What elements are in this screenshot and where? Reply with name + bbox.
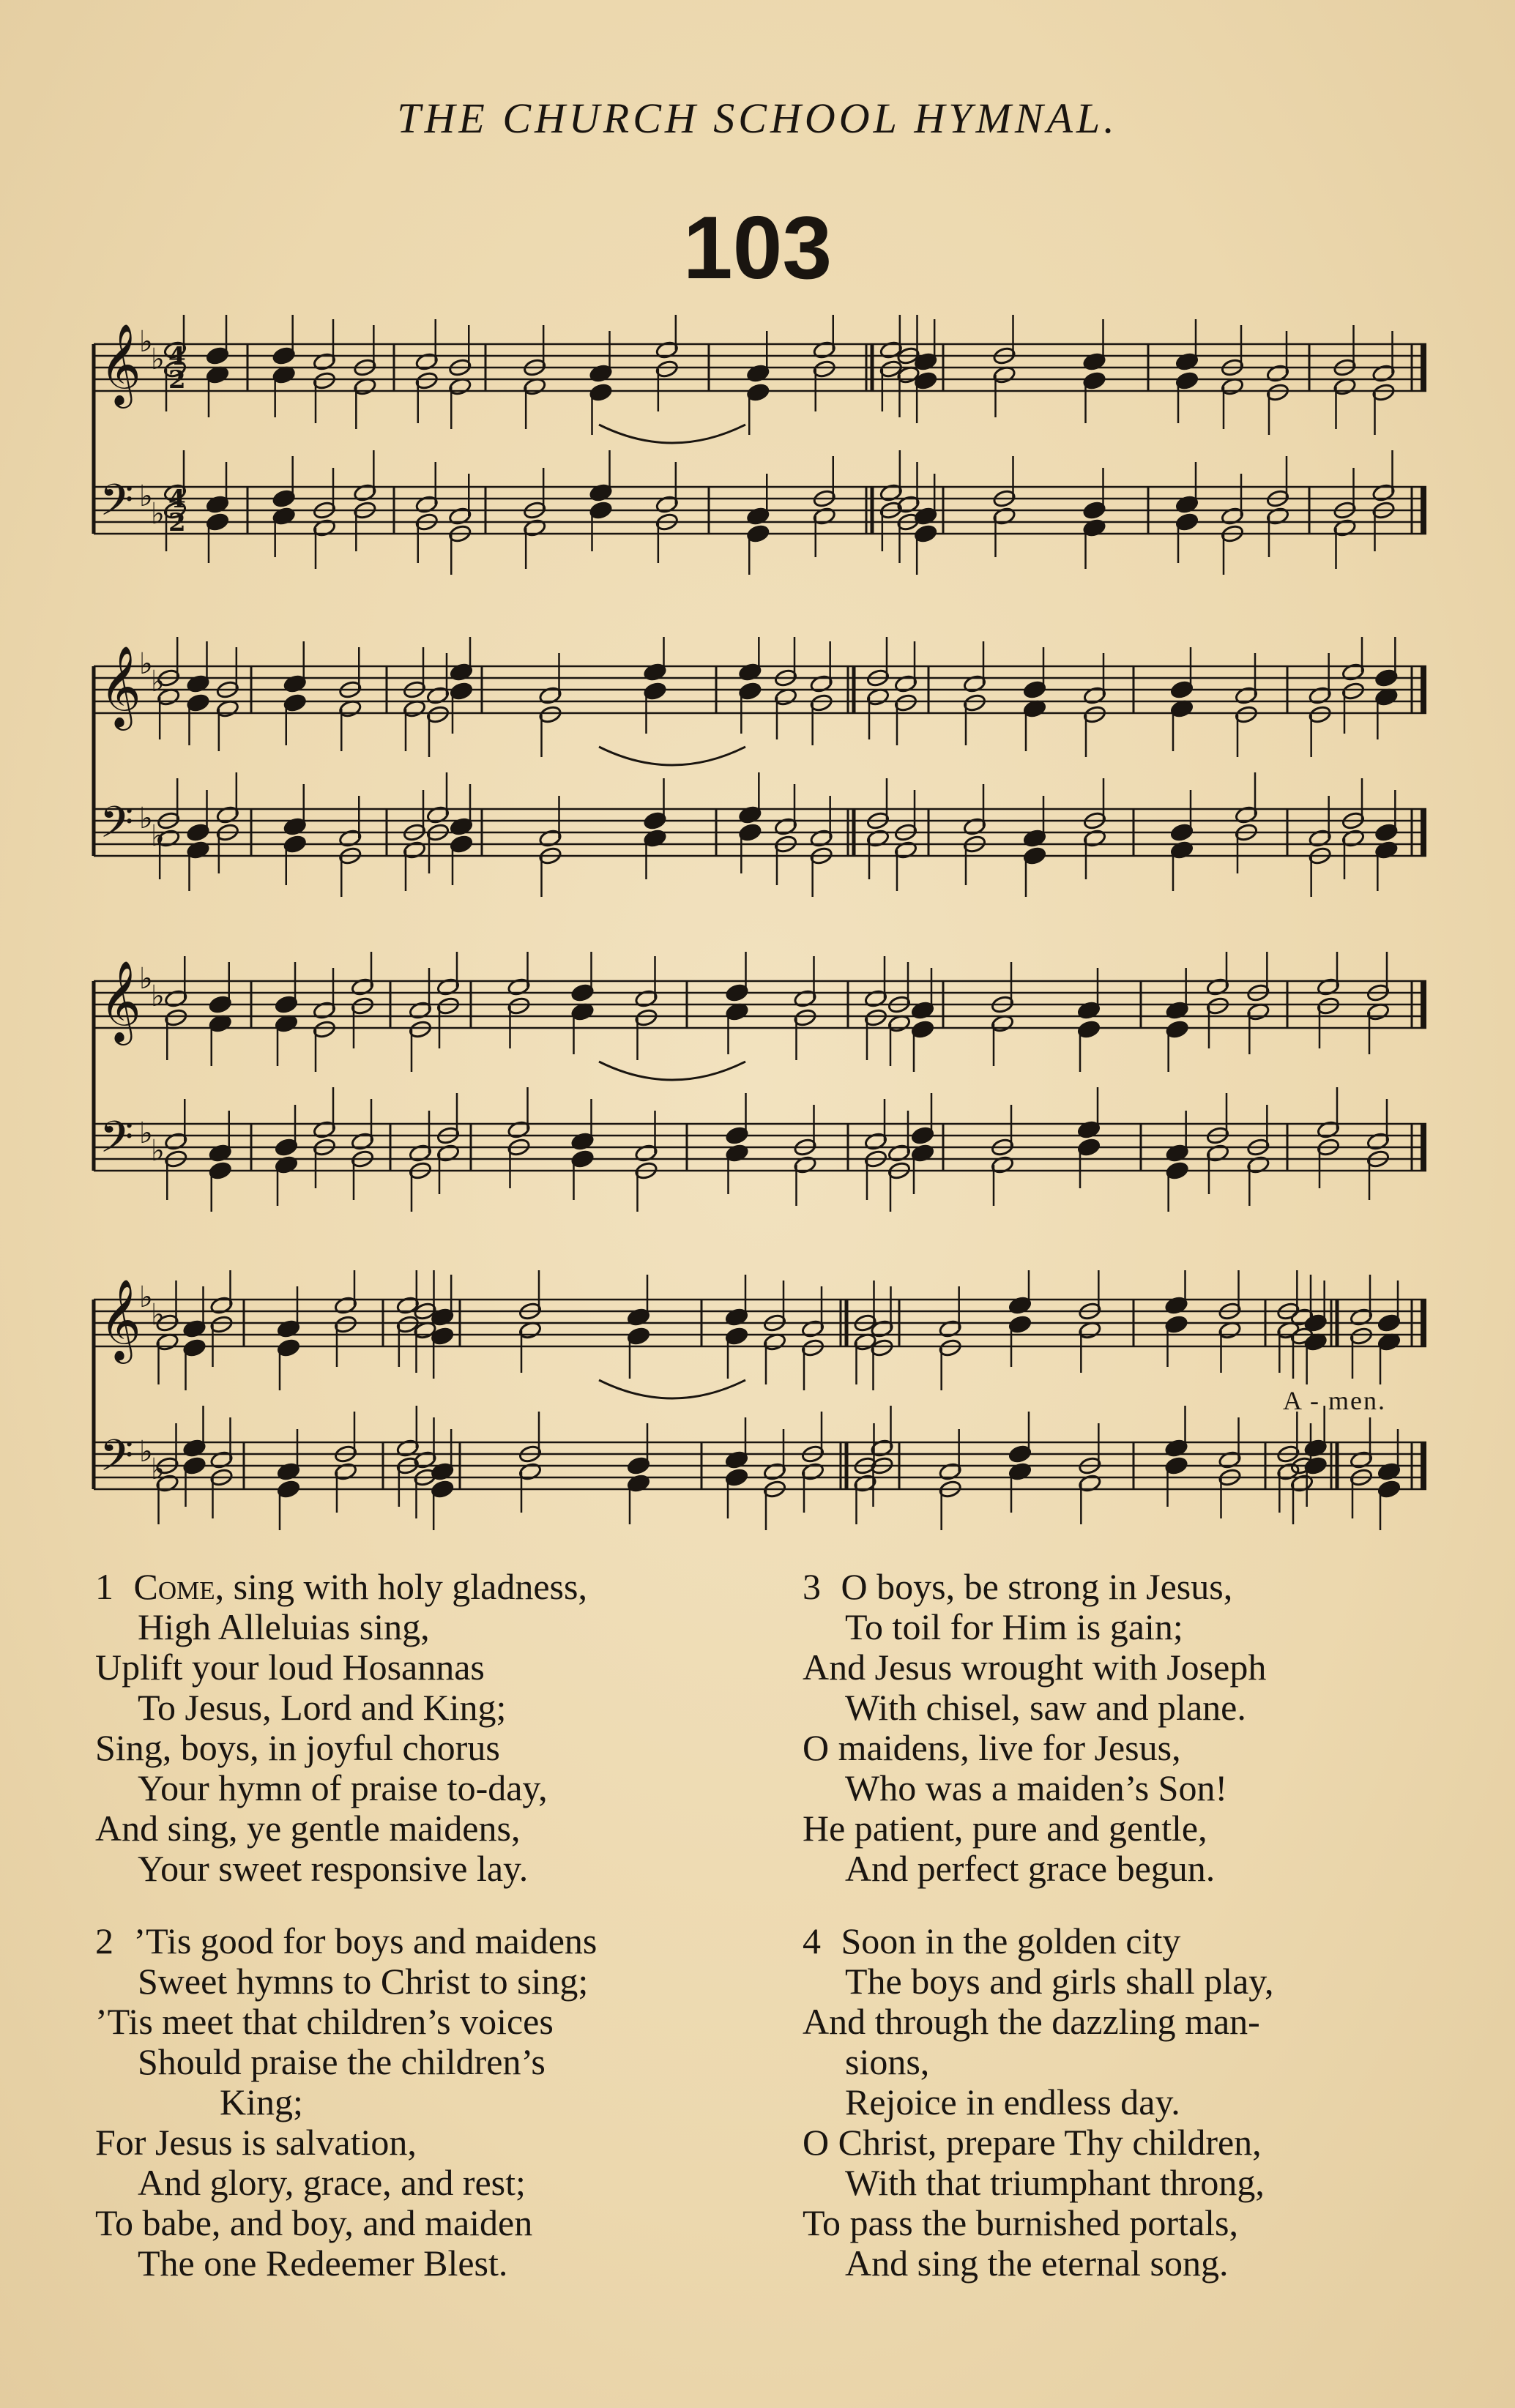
staff-system-3-svg	[86, 952, 1434, 1230]
flat-icon: ♭	[151, 497, 165, 531]
amen-text: A - men.	[1283, 1386, 1386, 1415]
flat-icon: ♭	[151, 1453, 165, 1486]
music-system-1	[86, 315, 1434, 593]
flat-icon: ♭	[139, 1117, 153, 1150]
flat-icon: ♭	[139, 480, 153, 513]
verse-line: King;	[220, 2081, 303, 2122]
verse-line: 4 Soon in the golden city	[803, 1920, 1181, 1961]
bass-clef-icon: 𝄢	[100, 797, 134, 858]
verse-4	[803, 1921, 1462, 2284]
verse-number: 2	[95, 1920, 113, 1961]
bass-clef-icon: 𝄢	[100, 1111, 134, 1173]
treble-clef-icon: 𝄞	[100, 323, 141, 405]
bass-clef-icon: 𝄢	[100, 474, 134, 536]
verse-line: And sing the eternal song.	[845, 2243, 1229, 2284]
flat-icon: ♭	[139, 1281, 153, 1314]
running-head: THE CHURCH SCHOOL HYMNAL.	[397, 94, 1118, 142]
slur	[599, 1380, 745, 1398]
verse-line: High Alleluias sing,	[138, 1606, 430, 1647]
verses	[95, 1567, 1450, 2321]
verse-2	[95, 1921, 754, 2284]
verses-left-column	[95, 1567, 754, 2313]
slur	[599, 1062, 745, 1080]
verse-line: Uplift your loud Hosannas	[95, 1647, 485, 1688]
time-signature-top: 4	[168, 485, 186, 514]
flat-icon: ♭	[151, 1298, 165, 1332]
verse-number: 3	[803, 1566, 821, 1607]
flat-icon: ♭	[139, 802, 153, 835]
staff-system-2-svg	[86, 637, 1434, 915]
treble-clef-icon: 𝄞	[100, 1278, 141, 1360]
verse-line: He patient, pure and gentle,	[803, 1808, 1207, 1849]
verse-line: Should praise the children’s	[138, 2041, 546, 2082]
verse-line: 1 Come, sing with holy gladness,	[95, 1566, 587, 1607]
music-system-4	[86, 1270, 1434, 1548]
verse-line: Sweet hymns to Christ to sing;	[138, 1961, 589, 2002]
verse-line: 3 O boys, be strong in Jesus,	[803, 1566, 1233, 1607]
verse-line: To Jesus, Lord and King;	[138, 1687, 507, 1728]
staff-system-1-svg	[86, 315, 1434, 593]
verse-line: Sing, boys, in joyful chorus	[95, 1727, 500, 1768]
time-signature-bottom: 2	[168, 508, 186, 537]
music-system-3	[86, 952, 1434, 1230]
verse-line: ’Tis meet that children’s voices	[95, 2001, 554, 2042]
verse-number: 1	[95, 1566, 113, 1607]
verse-number: 4	[803, 1920, 821, 1961]
flat-icon: ♭	[139, 647, 153, 681]
flat-icon: ♭	[151, 343, 165, 376]
bass-clef-icon: 𝄢	[100, 1430, 134, 1491]
verse-line: And sing, ye gentle maidens,	[95, 1808, 521, 1849]
verse-line: O Christ, prepare Thy children,	[803, 2122, 1262, 2163]
flat-icon: ♭	[139, 1435, 153, 1469]
verse-line: O maidens, live for Jesus,	[803, 1727, 1181, 1768]
treble-clef-icon: 𝄞	[100, 645, 141, 727]
flat-icon: ♭	[139, 962, 153, 996]
verse-line: Who was a maiden’s Son!	[845, 1767, 1228, 1808]
staff-system-4-svg	[86, 1270, 1434, 1548]
flat-icon: ♭	[151, 1134, 165, 1168]
time-signature-top: 4	[168, 342, 186, 371]
time-signature-bottom: 2	[168, 365, 186, 395]
slur	[599, 425, 745, 443]
verse-3	[803, 1567, 1462, 1889]
verse-line: And glory, grace, and rest;	[138, 2162, 526, 2203]
verse-line: To babe, and boy, and maiden	[95, 2202, 533, 2243]
treble-clef-icon: 𝄞	[100, 960, 141, 1042]
verse-line: To pass the burnished portals,	[803, 2202, 1239, 2243]
verse-line: Your sweet responsive lay.	[138, 1848, 529, 1889]
verse-line: Rejoice in endless day.	[845, 2081, 1180, 2122]
verse-line: With chisel, saw and plane.	[845, 1687, 1246, 1728]
verse-line: With that triumphant throng,	[845, 2162, 1265, 2203]
verse-line: To toil for Him is gain;	[845, 1606, 1183, 1647]
verse-1	[95, 1567, 754, 1889]
flat-icon: ♭	[139, 325, 153, 359]
verses-right-column	[803, 1567, 1462, 2313]
slur	[599, 747, 745, 765]
verse-line: The one Redeemer Blest.	[138, 2243, 508, 2284]
flat-icon: ♭	[151, 665, 165, 698]
verse-line: sions,	[845, 2041, 930, 2082]
verse-line: And perfect grace begun.	[845, 1848, 1216, 1889]
verse-line: And Jesus wrought with Joseph	[803, 1647, 1267, 1688]
flat-icon: ♭	[151, 980, 165, 1013]
music-system-2	[86, 637, 1434, 915]
flat-icon: ♭	[151, 819, 165, 853]
verse-line: The boys and girls shall play,	[845, 1961, 1274, 2002]
verse-line: 2 ’Tis good for boys and maidens	[95, 1920, 598, 1961]
verse-line: For Jesus is salvation,	[95, 2122, 417, 2163]
verse-line: Your hymn of praise to-day,	[138, 1767, 548, 1808]
hymn-number: 103	[682, 198, 833, 297]
verse-line: And through the dazzling man-	[803, 2001, 1260, 2042]
